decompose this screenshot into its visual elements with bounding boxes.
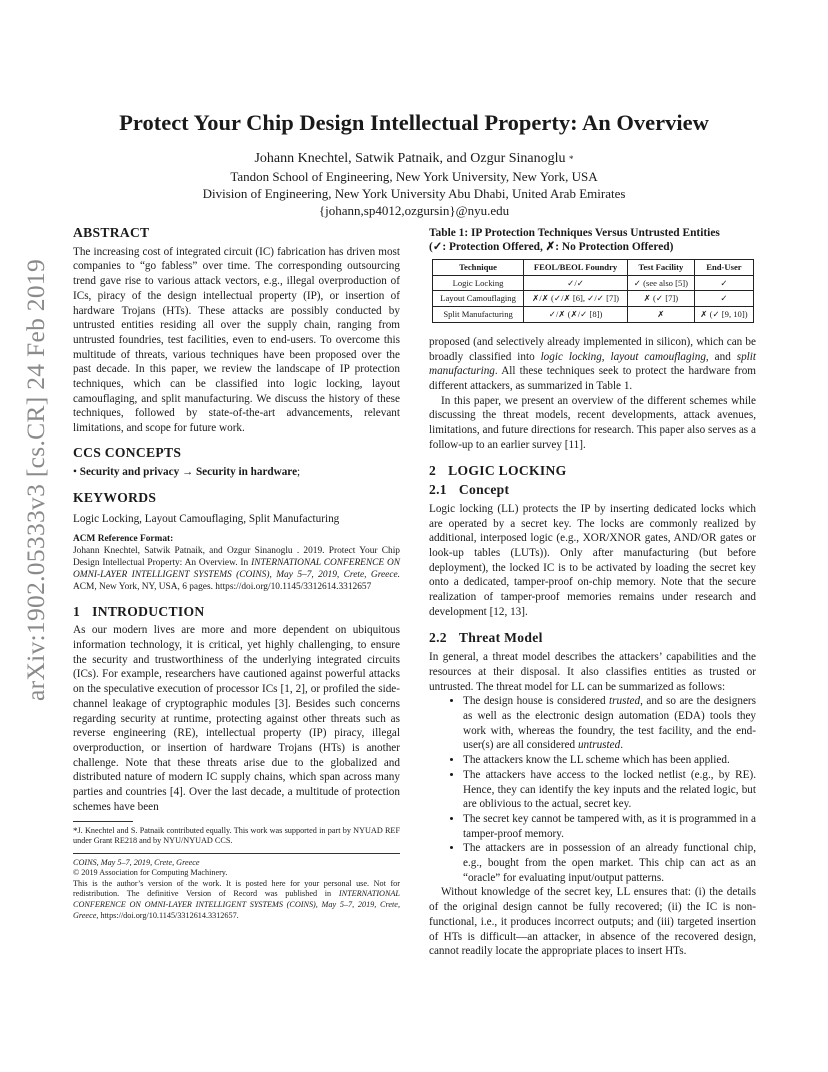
table-cell: Logic Locking	[433, 275, 524, 291]
ccs-heading: CCS CONCEPTS	[73, 444, 182, 460]
threat-model-intro: In general, a threat model describes the attackers’ capabilities and the resources at their disposal. It also classifies entities as trusted or untrusted. The threat model for LL can be summarized as follows:	[429, 651, 756, 693]
table-header-row	[433, 260, 754, 276]
list-item: • The attackers are in possession of an already functional chip, e.g., bought from the open market. This chip can act as an “oracle” for evaluating input/output patterns.	[463, 841, 756, 885]
acm-reference-text	[73, 545, 400, 593]
ccs-bullet: •	[73, 465, 77, 478]
footnote-text: J. Knechtel and S. Patnaik contributed equally. This work was supported in part by NYUAD REF under Grant RE218 and by NYU/NYUAD CCS.	[73, 825, 400, 846]
table-cell: ✓/✗ (✗/✓ [8])	[524, 307, 628, 323]
acm-reference-heading: ACM Reference Format:	[73, 533, 174, 544]
left-column	[73, 226, 400, 921]
ccs-concept: Security and privacy → Security in hardware	[79, 465, 298, 478]
text-run: .	[620, 739, 623, 752]
table-cell: ✗ (✓ [9, 10])	[694, 307, 753, 323]
affiliations	[0, 168, 828, 219]
copyright-rule	[73, 853, 400, 854]
footnote-mark: *	[73, 825, 78, 836]
arxiv-identifier: arXiv:1902.05333v3 [cs.CR] 24 Feb 2019	[21, 258, 50, 702]
affiliation-1: Tandon School of Engineering, New York University, New York, USA	[230, 169, 598, 184]
section2-heading	[429, 464, 756, 479]
footnote-rule	[73, 821, 133, 822]
table-cell: ✗/✗ (✓/✗ [6], ✓/✓ [7])	[524, 291, 628, 307]
intro-title: INTRODUCTION	[92, 603, 205, 619]
intro-heading	[73, 605, 400, 620]
subsection-number: 2.1	[429, 482, 447, 498]
table-header-cell: FEOL/BEOL Foundry	[524, 260, 628, 276]
intro-continued-p1	[429, 335, 756, 394]
table-cell: ✓ (see also [5])	[627, 275, 694, 291]
table-cell: ✓	[694, 275, 753, 291]
table-header-cell: Test Facility	[627, 260, 694, 276]
notice-after: , https://doi.org/10.1145/3312614.3312657.	[96, 910, 239, 920]
keywords-heading: KEYWORDS	[73, 490, 157, 506]
text-run: . All these techniques seek to protect the hardware from different attackers, as summarized in Table 1.	[429, 365, 756, 392]
text-run: ,	[601, 350, 611, 363]
keywords-text: Logic Locking, Layout Camouflaging, Split Manufacturing	[73, 512, 340, 525]
table-cell: ✗	[627, 307, 694, 323]
table-header-cell: Technique	[433, 260, 524, 276]
subsection-title: Concept	[458, 482, 510, 498]
threat-model-list	[429, 694, 756, 885]
table-cell: ✓/✓	[524, 275, 628, 291]
text-run: proposed (and selectively already implemented in silicon), which can be broadly classified into	[429, 335, 756, 363]
footnote	[73, 826, 400, 847]
section-number: 2	[429, 463, 437, 479]
table-row	[433, 291, 754, 307]
ccs-tail: ;	[297, 465, 301, 478]
acm-ref-after: ACM, New York, NY, USA, 6 pages. https://doi.org/10.1145/3312614.3312657	[73, 581, 372, 592]
list-item: • The attackers have access to the locked netlist (e.g., by RE). Hence, they can identify the key inputs and the related logic, but are oblivious to the actual, secret key.	[463, 768, 756, 812]
subsection-title: Threat Model	[458, 630, 543, 646]
list-item: • The attackers know the LL scheme which has been applied.	[463, 753, 756, 768]
copyright-venue: COINS, May 5–7, 2019, Crete, Greece	[73, 857, 200, 867]
text-run-italic: split manufacturing	[429, 350, 756, 378]
copyright-notice	[73, 879, 400, 921]
notice-before: This is the author’s version of the work. It is posted here for your personal use. Not for redistribution. The definitive Version of Record was published in	[73, 878, 400, 899]
table-row	[433, 275, 754, 291]
section-title: LOGIC LOCKING	[448, 463, 567, 479]
intro-continued-p2: In this paper, we present an overview of the different schemes while discussing the threat models, recent developments, attack avenues, limitations, and future directions for research. This paper also serves as a follow-up to an earlier survey [11].	[429, 394, 756, 451]
copyright-line: © 2019 Association for Computing Machinery.	[73, 868, 228, 878]
abstract-heading: ABSTRACT	[73, 225, 150, 240]
list-item	[463, 694, 756, 753]
table-cell: ✗ (✓ [7])	[627, 291, 694, 307]
table-row	[433, 307, 754, 323]
text-run: , and	[705, 350, 737, 363]
text-run-italic: trusted	[609, 695, 641, 708]
intro-text: As our modern lives are more and more dependent on ubiquitous information technology, it is critical, yet highly challenging, to ensure the security and trustworthiness of the underlying integrated circuits (ICs). For example, researchers have cautioned against powerful attacks on the speculative execution of processor ICs [1, 2], or profiled the side-channel leakage of cryptographic modules [3]. Besides such concerns regarding security at runtime, protecting against other threats such as reverse engineering (RE), intellectual property (IP) piracy, illegal overproduction, or insertion of hardware Trojans (HTs) is another challenge. Note that these threats arise due to the globalized and distributed nature of modern IC supply chains, which span across many parties and countries [4]. Over the last decade, a multitude of protection schemes have been	[73, 624, 400, 813]
table1-caption-line2: (✓: Protection Offered, ✗: No Protection Offered)	[429, 241, 674, 253]
authors-text: Johann Knechtel, Satwik Patnaik, and Ozgur Sinanoglu	[254, 151, 566, 166]
notice-venue: INTERNATIONAL CONFERENCE ON OMNI-LAYER INTELLIGENT SYSTEMS (COINS), May 5–7, 2019, Crete, Greece	[73, 889, 400, 920]
text-run-italic: logic locking	[540, 350, 602, 363]
table1	[432, 259, 754, 323]
subsection-2-2-heading	[429, 631, 756, 646]
text-run-italic: layout camouflaging	[610, 350, 706, 363]
concept-text: Logic locking (LL) protects the IP by inserting dedicated locks which are operated by a secret key. The locks are commonly realized by additional, interposed logic (e.g., XOR/XNOR gates, AND/OR gates or look-up tables (LUTs)). Only after manufacturing (but before deployment), the locked IC is to be activated by loading the secret key onto a dedicated, tamper-proof on-chip memory. Note that the secure realization of tamper-proof memories remains under research and development [12, 13].	[429, 502, 756, 618]
table-cell: Layout Camouflaging	[433, 291, 524, 307]
threat-model-closing: Without knowledge of the secret key, LL ensures that: (i) the details of the original design cannot be fully recovered; (ii) the IC is non-functional, i.e., it produces incorrect outputs; and (iii) targeted insertion of HTs is difficult—an attacker, in absence of the recovered design, cannot readily locate the appropriate places to insert HTs.	[429, 886, 756, 958]
paper-title: Protect Your Chip Design Intellectual Property: An Overview	[119, 110, 709, 135]
affiliation-2: Division of Engineering, New York University Abu Dhabi, United Arab Emirates	[202, 186, 626, 201]
ccs-concepts	[73, 465, 400, 480]
text-run: The design house is considered	[463, 695, 610, 708]
list-item: • The secret key cannot be tampered with, as it is programmed in a tamper-proof memory.	[463, 812, 756, 841]
author-list	[0, 150, 828, 168]
intro-number: 1	[73, 603, 81, 619]
text-run-italic: untrusted	[577, 739, 621, 752]
subsection-number: 2.2	[429, 630, 447, 646]
acm-ref-venue: INTERNATIONAL CONFERENCE ON OMNI-LAYER INTELLIGENT SYSTEMS (COINS), May 5–7, 2019, Crete, Greece.	[73, 557, 400, 580]
text-run: , and so are the designers as well as the electronic design automation (EDA) tools they work with, whereas the foundry, the test facility, and the end-user(s) are all considered	[463, 695, 756, 752]
table-header-cell: End-User	[694, 260, 753, 276]
subsection-2-1-heading	[429, 483, 756, 498]
right-column	[429, 226, 756, 959]
author-emails: {johann,sp4012,ozgursin}@nyu.edu	[318, 203, 510, 218]
table-cell: Split Manufacturing	[433, 307, 524, 323]
copyright-block	[73, 858, 400, 922]
author-footnote-mark: *	[569, 154, 574, 164]
table1-caption-line1: Table 1: IP Protection Techniques Versus Untrusted Entities	[429, 227, 720, 239]
table-cell: ✓	[694, 291, 753, 307]
abstract-text: The increasing cost of integrated circuit (IC) fabrication has driven most companies to “go fabless” over time. The corresponding outsourcing trend gave rise to various attack vectors, e.g., illegal overproduction of ICs, piracy of the design intellectual property (IP), or insertion of hardware Trojans (HTs). These attacks are possibly conducted by untrusted entities residing all over the supply chain, ranging from untrusted foundries, test facilities, even to end-users. To overcome this multitude of threats, various techniques have been proposed over the past decade. In this paper, we review the landscape of IP protection techniques, which can be classified into logic locking, layout camouflaging, and split manufacturing. We discuss the history of these techniques, followed by state-of-the-art advancements, relevant limitations, and scope for future work.	[73, 245, 400, 435]
table1-caption	[429, 226, 756, 254]
acm-ref-before: Johann Knechtel, Satwik Patnaik, and Ozgur Sinanoglu . 2019. Protect Your Chip Design Intellectual Property: An Overview. In	[73, 545, 400, 568]
